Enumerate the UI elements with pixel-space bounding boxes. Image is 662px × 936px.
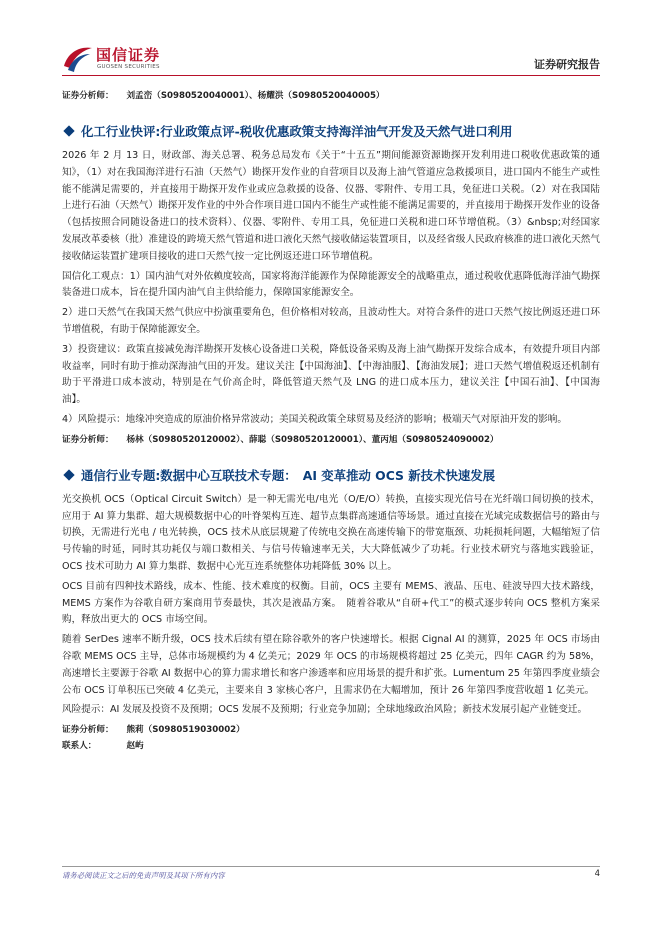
guosen-logo-icon <box>62 42 94 74</box>
report-body <box>62 88 600 754</box>
section-2-paragraph: 随着 SerDes 速率不断升级，OCS 技术后续有望在除谷歌外的客户快速增长。根据 Cignal AI 的测算，2025 年 OCS 市场由谷歌 MEMS OCS 主导，总体市场规模约为 4 亿美元；2029 年 OCS 的市场规模将超过 25 亿美元，四年 CAGR 约为 58%，高速增长主要源于谷歌 AI 数据中心的算力需求增长和客户渗透率和应用场景的提升和扩张。Lumentum 25 年第四季度业绩会公布 OCS 订单积压已突破 4 亿美元，主要来自 3 家核心客户，且需求仍在大幅增加，预计 26 年第四季度营收超 1 亿美元。 <box>62 634 600 696</box>
report-type-label: 证券研究报告 <box>534 58 600 71</box>
section-2-paragraph: 风险提示：AI 发展及投资不及预期；OCS 发展不及预期；行业竞争加剧；全球地缘政治风险；新技术发展引起产业链变迁。 <box>62 704 588 716</box>
section-2-title <box>62 466 600 484</box>
section-2-paragraph: OCS 目前有四种技术路线，成本、性能、技术难度的权衡。目前，OCS 主要有 MEMS、液晶、压电、硅波导四大技术路线，MEMS 方案作为谷歌自研方案商用节奏最快，其次是液晶方案。 随着谷歌从“自研+代工”的模式逐步转向 OCS 整机方案采购，释放出更大的 OCS 市场空间。 <box>62 580 600 626</box>
page-number: 4 <box>594 869 600 879</box>
header-divider <box>62 75 600 76</box>
section-1-paragraph: 4）风险提示：地缘冲突造成的原油价格异常波动；美国关税政策全球贸易及经济的影响；极端天气对原油开发的影响。 <box>62 413 567 425</box>
section-2-title-text: 通信行业专题:数据中心互联技术专题： AI 变革推动 OCS 新技术快速发展 <box>81 467 496 483</box>
section-1-title-text: 化工行业快评:行业政策点评-税收优惠政策支持海洋油气开发及天然气进口利用 <box>81 124 513 139</box>
section-1-paragraph: 2026 年 2 月 13 日，财政部、海关总署、税务总局发布《关于“十五五”期间能源资源勘探开发利用进口税收优惠政策的通知》，（1）对在我国海洋进行石油（天然气）勘探开发作业的自营项目以及海上油气管道应急救援项目，进口国内不能生产或性能不能满足需要的，并直接用于勘探开发作业或应急救援的设备、仪器、零附件、专用工具，免征进口关税。（2）对在我国陆上进行石油（天然气）勘探开发作业的中外合作项目进口国内不能生产或性能不能满足需要的，并直接用于勘探开发作业的设备（包括按照合同随设备进口的技术资料）、仪器、零附件、专用工具，免征进口关税和进口环节增值税。（3）&nbsp;对经国家发展改革委核（批）准建设的跨境天然气管道和进口液化天然气接收储运装置项目，以及经省级人民政府核准的进口液化天然气接收储运装置扩建项目接收的进口天然气按一定比例返还进口环节增值税。 <box>62 150 600 262</box>
section-1-paragraph: 国信化工观点：1）国内油气对外依赖度较高，国家将海洋能源作为保障能源安全的战略重点，通过税收优惠降低海洋油气勘探装备进口成本，旨在提升国内油气自主供给能力，保障国家能源安全。 <box>62 270 600 299</box>
footer-disclaimer: 请务必阅读正文之后的免责声明及其项下所有内容 <box>62 871 225 880</box>
logo-en-text: GUOSEN SECURITIES <box>97 64 160 70</box>
section-1-analysts: 证券分析师： 杨林（S0980520120002）、薛聪（S0980520120001）、董丙旭（S0980524090002） <box>62 434 499 445</box>
diamond-bullet-icon <box>63 125 74 136</box>
section-1-paragraph: 2）进口天然气在我国天然气供应中扮演重要角色，但价格相对较高，且波动性大。对符合条件的进口天然气按比例返还进口环节增值税，有助于保障能源安全。 <box>62 307 600 335</box>
section-2-contact: 联系人： 赵屿 <box>62 741 144 752</box>
section-2-analysts: 证券分析师： 熊莉（S0980519030002） <box>62 725 245 736</box>
section-1-title <box>62 122 600 140</box>
top-analysts: 证券分析师： 刘孟峦（S0980520040001）、杨耀洪（S0980520040005） <box>62 91 385 101</box>
section-1-paragraph: 3）投资建议：政策直接减免海洋勘探开发核心设备进口关税，降低设备采购及海上油气勘探开发综合成本，有效提升项目内部收益率，同时有助于推动深海油气田的开发。建议关注【中国海油】、【中海油服】、【海油发展】；进口天然气增值税返还机制有助于平滑进口成本波动，特别是在气价高企时，降低管道天然气及 LNG 的进口成本压力，建议关注【中国石油】、【中国海油】。 <box>62 343 600 406</box>
section-2-paragraph: 光交换机 OCS（Optical Circuit Switch）是一种无需光电/电光（O/E/O）转换，直接实现光信号在光纤端口间切换的技术，应用于 AI 算力集群、超大规模数据中心的叶脊架构互连、超节点集群高速通信等场景。通过直接在光域完成数据信号的路由与切换，无需进行光电 / 电光转换，OCS 技术从底层规避了传统电交换在高速传输下的带宽瓶颈、功耗损耗问题，大幅缩短了信号传输的时延，同时其功耗仅与端口数相关、与信号传输速率无关，大大降低减少了功耗。行业技术研究与落地实践验证，OCS 技术可助力 AI 算力集群、数据中心光互连系统整体功耗降低 30% 以上。 <box>62 493 600 572</box>
diamond-bullet-icon <box>63 469 74 480</box>
guosen-logo <box>62 42 202 78</box>
footer-divider <box>62 866 600 867</box>
page-header <box>0 0 662 78</box>
logo-cn-text: 国信证券 <box>96 46 161 64</box>
